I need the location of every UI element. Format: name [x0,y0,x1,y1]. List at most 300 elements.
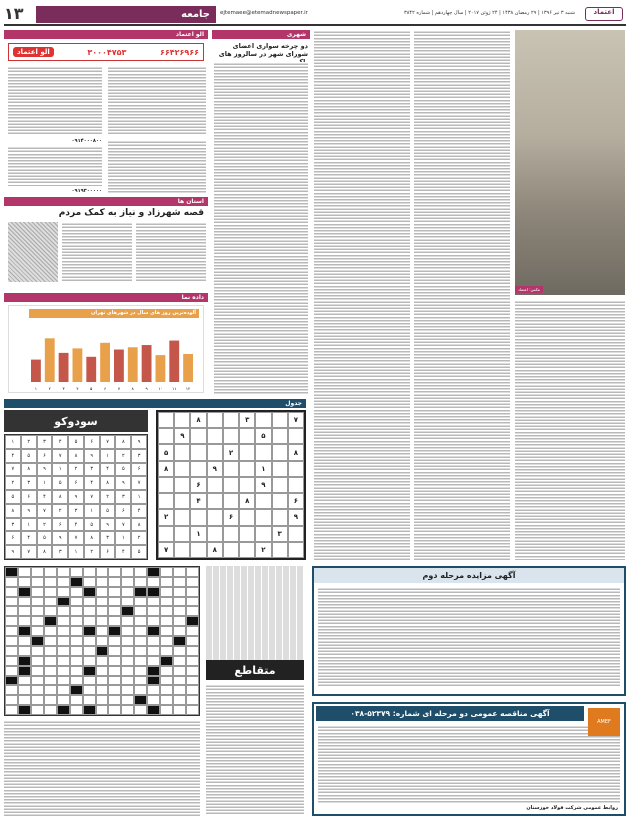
logo: اعتماد [585,7,623,21]
sudoku-solution-cell: ۹ [37,463,53,477]
crossword-cell [147,626,160,636]
sudoku-solution-cell: ۴ [84,476,100,490]
crossword-cell [70,656,83,666]
crossword-cell [108,567,121,577]
crossword-cell [173,597,186,607]
sudoku-solution-cell: ۵ [5,490,21,504]
crossword-cell [70,606,83,616]
sudoku-cell: ۹ [288,509,304,525]
crossword-clues-across [206,684,304,816]
crossword-cell [83,685,96,695]
crossword-cell [160,626,173,636]
crossword-cell [44,567,57,577]
crossword-cell [5,695,18,705]
sudoku-cell: ۶ [288,493,304,509]
urban-col-1 [214,62,308,394]
crossword-cell [134,597,147,607]
sudoku-cell [174,412,190,428]
crossword-cell [5,676,18,686]
crossword-cell [134,646,147,656]
crossword-cell [18,597,31,607]
crossword-cell [31,685,44,695]
crossword-cell [173,676,186,686]
sudoku-cell [190,444,206,460]
crossword-cell [70,666,83,676]
sudoku-solution-cell: ۱ [84,504,100,518]
sudoku-solution-cell: ۱ [115,531,131,545]
phone-note-1: ۰۹۱۴۰۰۰۸۰۰ [71,138,102,144]
sudoku-cell [223,412,239,428]
crossword-cell [108,656,121,666]
article-col-2 [314,30,410,560]
sudoku-cell [239,461,255,477]
crossword-cell [108,626,121,636]
crossword-cell [57,646,70,656]
crossword-cell [70,626,83,636]
crossword-cell [108,616,121,626]
sudoku-cell: ۵ [255,428,271,444]
sudoku-solution-cell: ۳ [5,518,21,532]
sudoku-cell: ۲ [255,542,271,558]
page-number: ۱۳ [4,4,24,23]
crossword-cell [5,705,18,715]
crossword-cell [5,666,18,676]
crossword-cell [44,666,57,676]
chart-bar [86,357,96,382]
crossword-cell [173,695,186,705]
crossword-cell [96,685,109,695]
infographic-title: آلوده‌ترین روز های سال در شهرهای تهران [29,309,199,318]
crossword-cell [57,626,70,636]
infographic [8,305,204,393]
crossword-cell [134,616,147,626]
crossword-cell [83,616,96,626]
crossword-cell [121,626,134,636]
crossword-cell [31,666,44,676]
crossword-cell [186,646,199,656]
crossword-cell [121,577,134,587]
company-logo: AMEF [588,708,620,736]
crossword-cell [83,666,96,676]
crossword-cell [186,676,199,686]
crossword-cell [18,666,31,676]
sudoku-solution-cell: ۸ [131,518,147,532]
sudoku-cell: ۸ [239,493,255,509]
sudoku-cell [272,493,288,509]
sudoku-solution-cell: ۵ [52,476,68,490]
sudoku-solution-cell: ۶ [52,518,68,532]
crossword-cell [96,626,109,636]
crossword-cell [160,705,173,715]
crossword-cell [147,656,160,666]
article-col-3 [414,30,510,560]
crossword-cell [31,587,44,597]
chart-bar [114,350,124,382]
sudoku-cell: ۳ [239,412,255,428]
crossword-cell [147,705,160,715]
crossword-cell [108,636,121,646]
sudoku-solution-cell: ۳ [21,476,37,490]
chart-bar [183,354,193,382]
tender-footer: روابط عمومی شرکت فولاد خوزستان [526,805,618,811]
sudoku-solution-cell: ۳ [68,504,84,518]
sudoku-cell [288,542,304,558]
crossword-cell [134,666,147,676]
chart-bar [128,347,138,382]
crossword-cell [5,577,18,587]
sudoku-cell [272,461,288,477]
section-bar-shahri: شهری [212,30,310,39]
crossword-cell [147,577,160,587]
sudoku-solution-cell: ۲ [68,463,84,477]
crossword-cell [31,597,44,607]
crossword-cell [121,606,134,616]
crossword-cell [44,636,57,646]
chart-tick-label: ۴ [76,386,79,391]
sudoku-solution-cell: ۷ [115,518,131,532]
crossword-cell [186,626,199,636]
crossword-cell [31,676,44,686]
crossword-cell [96,695,109,705]
crossword-cell [121,646,134,656]
crossword-cell [160,666,173,676]
sudoku-cell [190,461,206,477]
tender-body [318,725,620,803]
crossword-cell [18,577,31,587]
crossword-cell [70,685,83,695]
sudoku-solution-cell: ۴ [21,531,37,545]
sudoku-cell: ۸ [158,461,174,477]
crossword-cell [173,656,186,666]
sudoku-cell [223,461,239,477]
hotline-logo: الو اعتماد [13,47,54,57]
sudoku-solution-cell: ۴ [37,490,53,504]
crossword-cell [160,646,173,656]
sudoku-cell [174,509,190,525]
crossword-cell [18,626,31,636]
sudoku-cell [158,493,174,509]
message-col-left2 [8,146,102,186]
crossword-cell [83,656,96,666]
crossword-cell [147,646,160,656]
crossword-cell [44,646,57,656]
sudoku-solution-cell: ۶ [115,504,131,518]
sudoku-solution-cell: ۹ [100,518,116,532]
crossword-cell [70,695,83,705]
story-headline: قصه شهرزاد و نیاز به کمک مردم [58,208,204,218]
sudoku-solution-cell: ۵ [115,463,131,477]
crossword-cell [134,626,147,636]
crossword-cell [134,695,147,705]
crossword-cell [5,685,18,695]
story-col-1 [62,222,132,282]
sudoku-cell: ۱ [255,461,271,477]
sudoku-solution-cell: ۶ [37,449,53,463]
sudoku-cell [207,428,223,444]
story-col-2 [136,222,206,282]
crossword-cell [147,616,160,626]
crossword-cell [44,685,57,695]
crossword-cell [147,606,160,616]
crossword-cell [173,577,186,587]
chart-svg [9,320,204,392]
sudoku-solution-cell: ۱ [68,545,84,559]
sudoku-cell: ۶ [190,477,206,493]
sudoku-solution-cell: ۶ [131,463,147,477]
chart-bar [73,348,83,382]
crossword-cell [173,606,186,616]
chart-tick-label: ۹ [145,386,148,391]
sudoku-solution-cell: ۲ [37,518,53,532]
crossword-cell [96,676,109,686]
sudoku-cell [272,444,288,460]
crossword-cell [83,676,96,686]
sudoku-solution-cell: ۷ [68,531,84,545]
sudoku-solution-cell: ۳ [52,545,68,559]
crossword-cell [5,597,18,607]
crossword-cell [160,676,173,686]
section-bar-ostan: استان ها [4,197,208,206]
crossword-cell [121,695,134,705]
sudoku-cell: ۸ [288,444,304,460]
crossword-cell [121,676,134,686]
sudoku-solution-cell: ۶ [100,545,116,559]
crossword-cell [31,705,44,715]
sudoku-cell: ۷ [158,542,174,558]
sudoku-solution-cell: ۹ [21,504,37,518]
crossword-cell [57,695,70,705]
chart-bar [45,338,55,382]
crossword-cell [57,666,70,676]
sudoku-cell [174,542,190,558]
sudoku-cell [255,526,271,542]
crossword-cell [18,705,31,715]
sudoku-solution-cell: ۴ [5,449,21,463]
crossword-cell [186,616,199,626]
crossword-cell [147,567,160,577]
crossword-cell [134,676,147,686]
sudoku-cell [272,509,288,525]
sudoku-solution-cell: ۹ [84,449,100,463]
crossword-cell [83,705,96,715]
crossword-cell [83,567,96,577]
sudoku-cell [207,493,223,509]
crossword-cell [186,606,199,616]
crossword-cell [186,567,199,577]
chart-bar [59,353,69,382]
sudoku-cell: ۹ [255,477,271,493]
crossword-cell [160,685,173,695]
sudoku-solution-cell: ۶ [68,476,84,490]
sudoku-solution-cell: ۸ [52,490,68,504]
crossword-cell [31,626,44,636]
crossword-cell [108,646,121,656]
auction-body [318,587,620,687]
crossword-cell [173,636,186,646]
sudoku-grid [156,410,306,560]
crossword-cell [44,577,57,587]
crossword-cell [186,636,199,646]
sudoku-solution-cell: ۱ [21,518,37,532]
crossword-cell [147,666,160,676]
crossword-cell [57,616,70,626]
sudoku-solution-cell: ۷ [37,504,53,518]
sudoku-cell: ۹ [207,461,223,477]
chart-tick-label: ۶ [104,386,107,391]
sudoku-cell: ۴ [190,493,206,509]
crossword-cell [121,616,134,626]
dateline: شنبه ۳ تیر ۱۳۹۶ | ۲۹ رمضان ۱۴۳۸ | ۲۴ ژوئن ۲۰۱۷ | سال چهاردهم | شماره ۳۸۴۲ [404,10,575,16]
crossword-cell [173,616,186,626]
message-col-left [8,66,102,136]
sudoku-solution-cell: ۹ [68,490,84,504]
auction-title: آگهی مزایده مرحله دوم [314,568,624,583]
sudoku-cell [174,526,190,542]
chart-bar [31,360,41,382]
news-photo [515,30,625,295]
sudoku-solution-cell: ۸ [115,435,131,449]
crossword-cell [18,676,31,686]
sudoku-solution-cell: ۸ [84,531,100,545]
crossword-cell [5,646,18,656]
sudoku-solution-cell: ۱ [131,490,147,504]
crossword-cell [5,606,18,616]
crossword-cell [121,636,134,646]
sudoku-solution-cell: ۱ [5,435,21,449]
sudoku-cell [207,412,223,428]
sudoku-cell: ۶ [223,509,239,525]
crossword-cell [96,705,109,715]
sudoku-solution-cell: ۲ [52,504,68,518]
story-image [8,222,58,282]
crossword-cell [18,656,31,666]
crossword-cell [96,646,109,656]
crossword-cell [121,705,134,715]
sudoku-cell [255,509,271,525]
sudoku-cell [272,412,288,428]
crossword-cell [96,616,109,626]
sudoku-cell [174,493,190,509]
crossword-cell [134,577,147,587]
chart-tick-label: ۲ [48,386,51,391]
crossword-cell [5,656,18,666]
crossword-cell [108,587,121,597]
sudoku-solution-cell: ۹ [115,476,131,490]
chart-tick-label: ۵ [90,386,93,391]
crossword-cell [44,695,57,705]
photo-caption: عکس: اعتماد [515,286,543,293]
sudoku-cell: ۸ [207,542,223,558]
crossword-title: متقاطع [206,660,304,680]
sudoku-cell [239,526,255,542]
crossword-cell [121,597,134,607]
sudoku-solution-cell: ۳ [84,463,100,477]
crossword-cell [18,685,31,695]
sudoku-solution-cell: ۱ [37,476,53,490]
crossword-cell [160,656,173,666]
section-bar-dadeh: داده نما [4,293,208,302]
crossword-cell [57,656,70,666]
sudoku-cell [239,444,255,460]
crossword-cell [57,567,70,577]
sudoku-cell [223,428,239,444]
crossword-cell [18,616,31,626]
crossword-cell [147,676,160,686]
crossword-cell [186,656,199,666]
crossword-cell [121,666,134,676]
email-link[interactable]: ejtemaee@etemadnewspaper.ir [220,10,308,16]
crossword-cell [96,567,109,577]
crossword-cell [18,567,31,577]
phone-sms: ۳۰۰۰۴۷۵۳ [87,47,127,57]
crossword-cell [44,705,57,715]
sudoku-cell [288,526,304,542]
crossword-cell [96,597,109,607]
chart-bar [142,345,152,382]
chart-tick-label: ۳ [62,386,65,391]
sudoku-cell [174,477,190,493]
crossword-cell [57,705,70,715]
tender-ad [312,702,626,816]
crossword-cell [31,567,44,577]
crossword-cell [83,636,96,646]
sudoku-cell [158,428,174,444]
crossword-cell [121,656,134,666]
sudoku-solution-cell: ۳ [37,435,53,449]
sudoku-solution-cell: ۷ [131,476,147,490]
crossword-cell [160,567,173,577]
crossword-cell [96,606,109,616]
sudoku-solution-cell: ۶ [84,435,100,449]
crossword-cell [18,646,31,656]
chart-tick-label: ۱۰ [158,386,163,391]
crossword-cell [134,587,147,597]
sudoku-cell [158,412,174,428]
sudoku-cell [190,428,206,444]
crossword-cell [108,695,121,705]
crossword-cell [121,567,134,577]
sudoku-cell: ۳ [272,526,288,542]
sudoku-cell [174,461,190,477]
sudoku-cell [223,477,239,493]
phone-note-2: ۰۹۱۹۳۰۰۰۰۰ [71,188,102,194]
sudoku-solution-cell: ۳ [100,531,116,545]
crossword-cell [160,616,173,626]
sudoku-solution-cell: ۵ [84,518,100,532]
crossword-cell [5,587,18,597]
sudoku-solution-cell: ۲ [131,531,147,545]
sudoku-title: سودوکو [4,410,148,432]
crossword-cell [44,656,57,666]
section-bar-jadval: جدول [4,399,306,408]
sudoku-cell [207,526,223,542]
sudoku-cell [223,542,239,558]
sudoku-solution-cell: ۲ [115,449,131,463]
crossword-cell [57,676,70,686]
crossword-cell [57,577,70,587]
sudoku-solution-cell: ۹ [131,435,147,449]
crossword-cell [173,666,186,676]
sudoku-solution-cell: ۲ [21,435,37,449]
crossword-cell [121,685,134,695]
sudoku-cell [239,477,255,493]
crossword-cell [108,606,121,616]
sudoku-solution-cell: ۷ [100,435,116,449]
sudoku-solution-cell: ۲ [100,490,116,504]
crossword-cell [108,597,121,607]
crossword-cell [147,587,160,597]
sudoku-solution-cell: ۸ [5,504,21,518]
